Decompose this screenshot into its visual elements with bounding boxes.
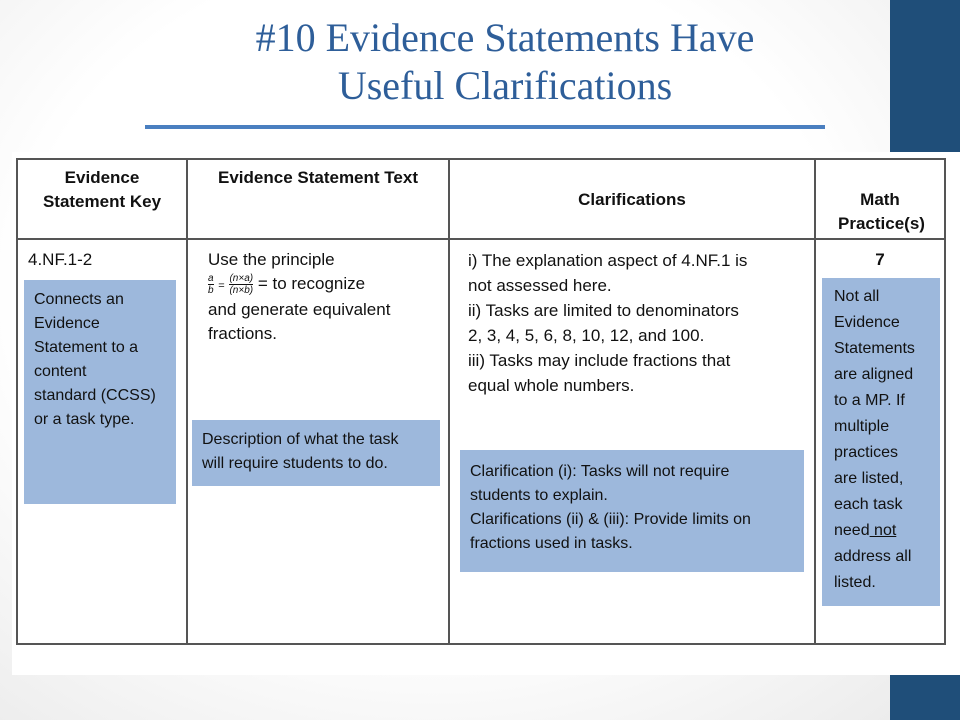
text-note-line: Description of what the task bbox=[202, 431, 399, 448]
statement-line: and generate equivalent bbox=[208, 300, 391, 319]
key-note-line: Connects an bbox=[34, 291, 124, 308]
header-text bbox=[187, 159, 449, 239]
underlined-not: not bbox=[869, 522, 897, 539]
fraction-equals: = bbox=[218, 280, 225, 292]
fraction-a-over-b: $\frac{a}{b}$ bbox=[208, 273, 214, 297]
clar-note-line: Clarification (i): Tasks will not require bbox=[470, 463, 730, 480]
title-line-1: #10 Evidence Statements Have bbox=[255, 15, 755, 60]
mp-note-line: each task bbox=[834, 496, 903, 513]
clarification-line: ii) Tasks are limited to denominators bbox=[468, 301, 739, 320]
key-note-line: Evidence bbox=[34, 315, 100, 332]
mp-note-line: multiple bbox=[834, 418, 890, 435]
table-header-row bbox=[17, 159, 945, 239]
mp-note-line: Not all bbox=[834, 288, 880, 305]
mp-annotation-box bbox=[822, 278, 940, 606]
clar-note-line: Clarifications (ii) & (iii): Provide limits on bbox=[470, 511, 751, 528]
math-practice-value: 7 bbox=[875, 250, 885, 269]
evidence-key-value: 4.NF.1-2 bbox=[28, 250, 93, 269]
header-math-practices-label: Math Practice(s) bbox=[838, 190, 925, 233]
mp-note-line: address all bbox=[834, 548, 912, 565]
table-row bbox=[17, 239, 945, 644]
clarification-line: equal whole numbers. bbox=[468, 376, 635, 395]
mp-note-line-need-not: need not bbox=[834, 522, 897, 539]
key-annotation-box bbox=[24, 280, 176, 504]
mp-note-line: are aligned bbox=[834, 366, 914, 383]
statement-after-fraction: = to recognize bbox=[257, 274, 366, 293]
text-note-line: will require students to do. bbox=[202, 455, 388, 472]
key-note-line: standard (CCSS) bbox=[34, 387, 156, 404]
cell-math-practices bbox=[815, 239, 945, 644]
statement-fraction-line bbox=[208, 272, 390, 298]
evidence-table-image bbox=[12, 152, 960, 675]
clarifications-annotation-box bbox=[460, 450, 804, 572]
slide-title bbox=[140, 14, 870, 110]
cell-statement-text bbox=[187, 239, 449, 644]
clarification-line: iii) Tasks may include fractions that bbox=[468, 351, 731, 370]
key-note-line: Statement to a bbox=[34, 339, 139, 356]
statement-line: fractions. bbox=[208, 324, 277, 343]
key-note-line: or a task type. bbox=[34, 411, 135, 428]
fraction-na-over-nb: $\frac{(n\times a)}{(n\times b)}$ bbox=[229, 273, 254, 297]
mp-note-line: to a MP. If bbox=[834, 392, 905, 409]
header-clarifications-label: Clarifications bbox=[578, 190, 686, 209]
statement-line: Use the principle bbox=[208, 250, 335, 269]
text-annotation-box bbox=[192, 420, 440, 486]
mp-note-line: Evidence bbox=[834, 314, 900, 331]
accent-bar-bottom bbox=[890, 675, 960, 720]
clarifications-body bbox=[468, 248, 747, 398]
title-underline bbox=[145, 125, 825, 129]
statement-text-body bbox=[208, 248, 390, 346]
header-math-practices bbox=[815, 159, 945, 239]
clarification-line: i) The explanation aspect of 4.NF.1 is bbox=[468, 251, 748, 270]
key-note-line: content bbox=[34, 363, 87, 380]
header-clarifications bbox=[449, 159, 815, 239]
mp-note-line: are listed, bbox=[834, 470, 904, 487]
mp-note-line: practices bbox=[834, 444, 899, 461]
cell-key bbox=[17, 239, 187, 644]
header-text-label: Evidence Statement Text bbox=[218, 168, 418, 187]
mp-note-line: Statements bbox=[834, 340, 915, 357]
header-key-label: Evidence Statement Key bbox=[42, 168, 162, 211]
header-key bbox=[17, 159, 187, 239]
clarification-line: 2, 3, 4, 5, 6, 8, 10, 12, and 100. bbox=[468, 326, 705, 345]
mp-note-line: listed. bbox=[834, 574, 876, 591]
cell-clarifications bbox=[449, 239, 815, 644]
clar-note-line: fractions used in tasks. bbox=[470, 535, 633, 552]
title-line-2: Useful Clarifications bbox=[337, 63, 673, 108]
clarification-line: not assessed here. bbox=[468, 276, 612, 295]
clar-note-line: students to explain. bbox=[470, 487, 608, 504]
evidence-table bbox=[16, 158, 946, 645]
accent-bar-top bbox=[890, 0, 960, 152]
